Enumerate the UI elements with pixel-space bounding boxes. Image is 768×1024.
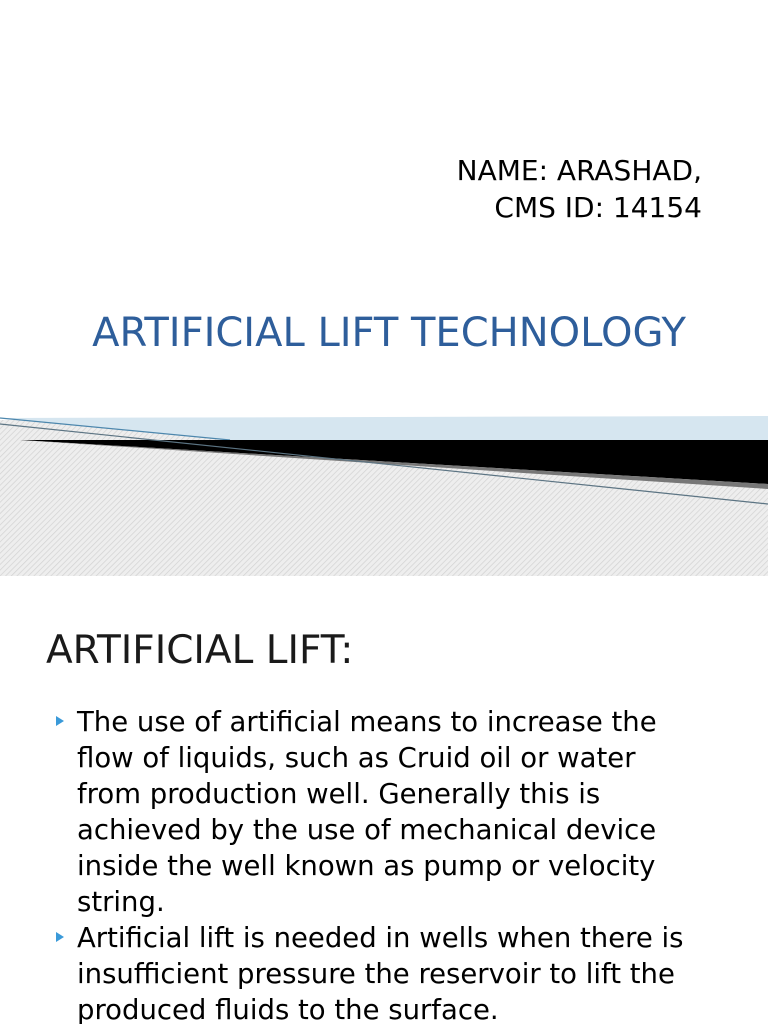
bullet-list	[56, 704, 756, 1024]
bullet-line: from production well. Generally this is	[77, 778, 601, 810]
bullet-line: insufficient pressure the reservoir to lift the	[77, 958, 675, 990]
slide-heading: ARTIFICIAL LIFT:	[46, 628, 354, 673]
bullet-line: string.	[77, 886, 165, 918]
slide-title: ARTIFICIAL LIFT TECHNOLOGY	[92, 310, 686, 356]
author-name: NAME: ARASHAD,	[456, 154, 702, 187]
bullet-line: achieved by the use of mechanical device	[77, 814, 657, 846]
cms-id: CMS ID: 14154	[494, 191, 702, 224]
bullet-line: Artificial lift is needed in wells when there is	[77, 922, 684, 954]
author-block	[457, 152, 702, 226]
bullet-line: produced fluids to the surface.	[77, 994, 499, 1024]
triangle-bullet-icon	[56, 716, 64, 726]
bullet-line: flow of liquids, such as Cruid oil or water	[77, 742, 636, 774]
bullet-item	[56, 920, 756, 1024]
bullet-line: The use of artificial means to increase the	[77, 706, 657, 738]
bullet-line: inside the well known as pump or velocity	[77, 850, 656, 882]
triangle-bullet-icon	[56, 932, 64, 942]
content-slide	[0, 576, 768, 1024]
bullet-item	[56, 704, 756, 920]
decorative-band	[0, 400, 768, 576]
